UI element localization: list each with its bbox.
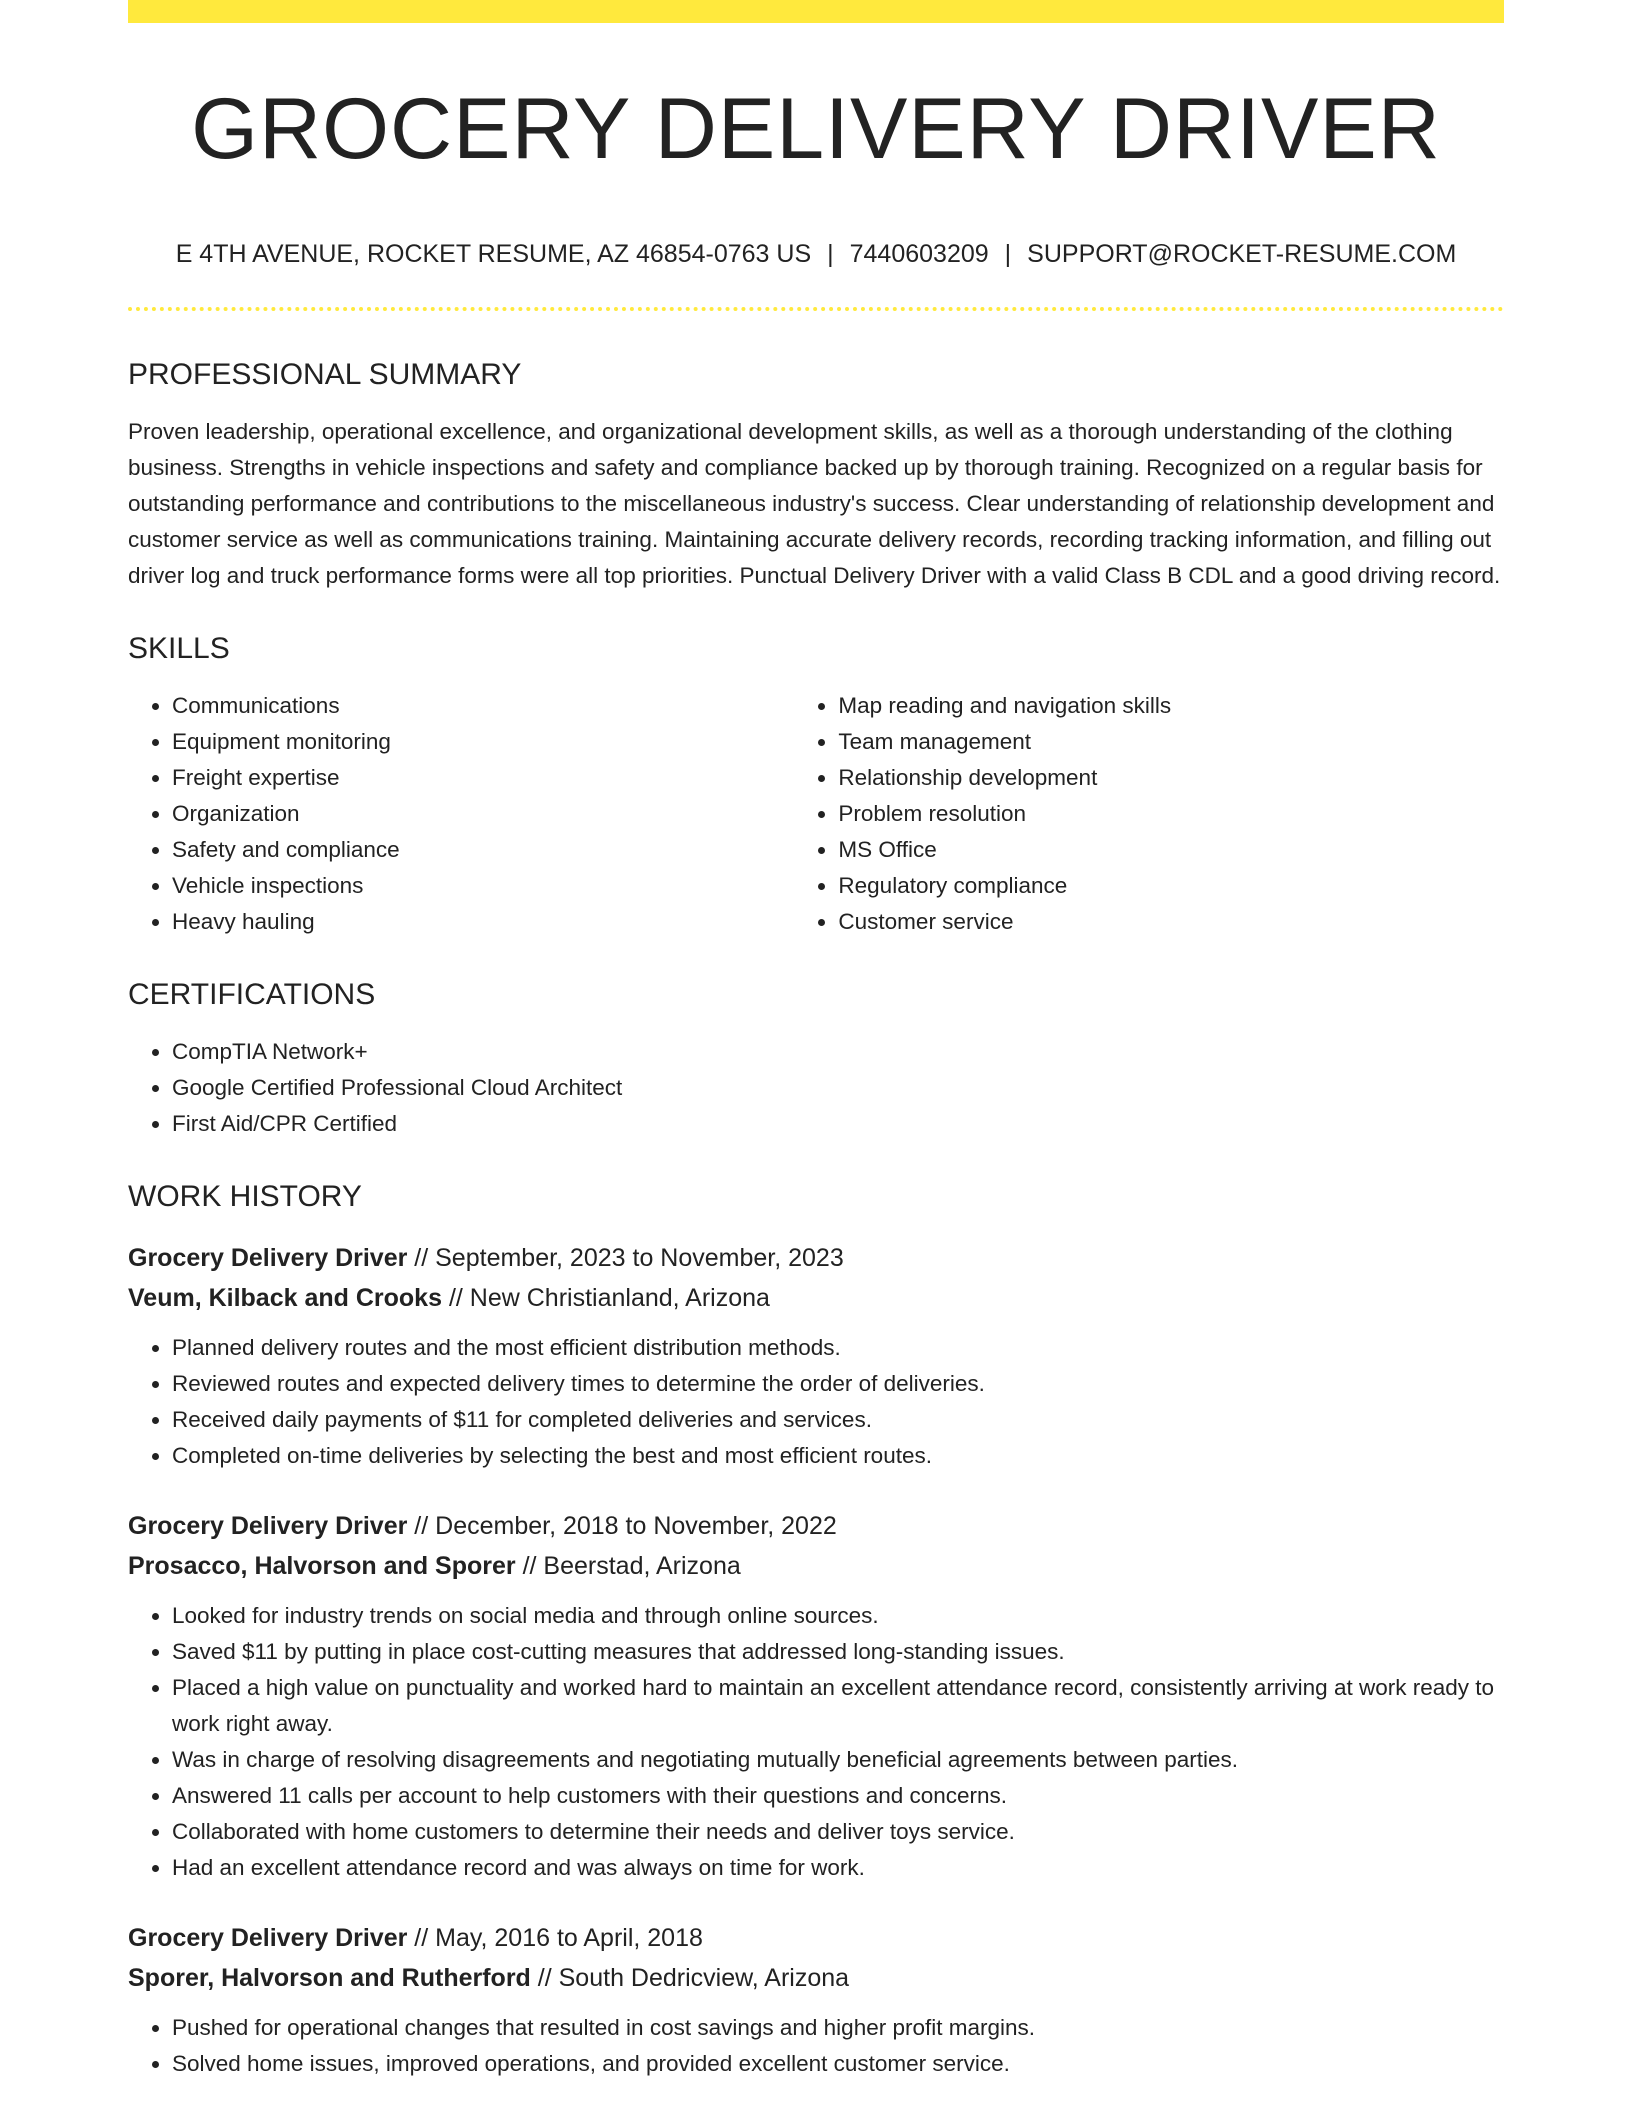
accent-top-bar bbox=[128, 0, 1504, 23]
job-location: // South Dedricview, Arizona bbox=[537, 1964, 850, 1992]
skill-item: • Regulatory compliance bbox=[838, 868, 1504, 904]
job-bullet: • Was in charge of resolving disagreements and negotiating mutually beneficial agreements between parties. bbox=[172, 1742, 1504, 1778]
contact-line bbox=[128, 238, 1504, 270]
skills-heading: SKILLS bbox=[128, 632, 230, 665]
skill-item: • Equipment monitoring bbox=[172, 724, 794, 760]
job-bullets bbox=[128, 2010, 1504, 2082]
skill-item: • Freight expertise bbox=[172, 760, 794, 796]
dotted-divider bbox=[128, 307, 1504, 311]
certifications-heading: CERTIFICATIONS bbox=[128, 978, 376, 1011]
job-title-line bbox=[128, 1918, 1504, 1958]
job-bullet: • Saved $11 by putting in place cost-cutting measures that addressed long-standing issues. bbox=[172, 1634, 1504, 1670]
candidate-title: GROCERY DELIVERY DRIVER bbox=[191, 81, 1441, 177]
job-company-line bbox=[128, 1546, 1504, 1586]
skill-item: • Problem resolution bbox=[838, 796, 1504, 832]
skill-item: • Relationship development bbox=[838, 760, 1504, 796]
job-bullet: • Received daily payments of $11 for completed deliveries and services. bbox=[172, 1402, 1504, 1438]
job-bullet: • Collaborated with home customers to determine their needs and deliver toys service. bbox=[172, 1814, 1504, 1850]
work-history-section bbox=[128, 1172, 1504, 2082]
job-company-line bbox=[128, 1278, 1504, 1318]
job-bullets bbox=[128, 1598, 1504, 1886]
certification-item: • CompTIA Network+ bbox=[172, 1034, 1504, 1070]
job-role: Grocery Delivery Driver bbox=[128, 1244, 408, 1272]
certification-item: • First Aid/CPR Certified bbox=[172, 1106, 1504, 1142]
contact-phone: 7440603209 bbox=[849, 240, 989, 268]
certifications-section bbox=[128, 970, 1504, 1142]
skill-item: • Customer service bbox=[838, 904, 1504, 940]
job-entry bbox=[128, 1506, 1504, 1886]
job-bullet: • Solved home issues, improved operations, and provided excellent customer service. bbox=[172, 2046, 1504, 2082]
job-bullets bbox=[128, 1330, 1504, 1474]
job-role: Grocery Delivery Driver bbox=[128, 1924, 408, 1952]
job-title-line bbox=[128, 1238, 1504, 1278]
job-dates: // May, 2016 to April, 2018 bbox=[414, 1924, 703, 1952]
skill-item: • Map reading and navigation skills bbox=[838, 688, 1504, 724]
skill-item: • Communications bbox=[172, 688, 794, 724]
summary-heading: PROFESSIONAL SUMMARY bbox=[128, 358, 522, 391]
skill-item: • Vehicle inspections bbox=[172, 868, 794, 904]
contact-email: SUPPORT@ROCKET-RESUME.COM bbox=[1027, 240, 1457, 268]
skills-columns bbox=[128, 688, 1504, 940]
job-bullet: • Planned delivery routes and the most efficient distribution methods. bbox=[172, 1330, 1504, 1366]
contact-address: E 4TH AVENUE, ROCKET RESUME, AZ 46854-0763 US bbox=[175, 240, 812, 268]
job-entry bbox=[128, 1238, 1504, 1474]
certification-item: • Google Certified Professional Cloud Architect bbox=[172, 1070, 1504, 1106]
skill-item: • Organization bbox=[172, 796, 794, 832]
job-location: // New Christianland, Arizona bbox=[448, 1284, 770, 1312]
job-company: Sporer, Halvorson and Rutherford bbox=[128, 1964, 531, 1992]
skill-item: • Team management bbox=[838, 724, 1504, 760]
skills-list-left bbox=[128, 688, 794, 940]
summary-section bbox=[128, 350, 1504, 594]
job-bullet: • Pushed for operational changes that resulted in cost savings and higher profit margins. bbox=[172, 2010, 1504, 2046]
skill-item: • Safety and compliance bbox=[172, 832, 794, 868]
job-company-line bbox=[128, 1958, 1504, 1998]
contact-separator: | bbox=[827, 240, 834, 268]
skills-list-right bbox=[794, 688, 1504, 940]
job-company: Veum, Kilback and Crooks bbox=[128, 1284, 442, 1312]
skill-item: • Heavy hauling bbox=[172, 904, 794, 940]
job-title-line bbox=[128, 1506, 1504, 1546]
job-bullet: • Placed a high value on punctuality and worked hard to maintain an excellent attendance record, consistently arriving at work ready to work right away. bbox=[172, 1670, 1504, 1742]
contact-separator: | bbox=[1004, 240, 1012, 268]
job-role: Grocery Delivery Driver bbox=[128, 1512, 408, 1540]
job-entry bbox=[128, 1918, 1504, 2082]
job-bullet: • Answered 11 calls per account to help customers with their questions and concerns. bbox=[172, 1778, 1504, 1814]
skill-item: • MS Office bbox=[838, 832, 1504, 868]
certifications-list bbox=[128, 1034, 1504, 1142]
resume-body bbox=[128, 350, 1504, 2082]
skills-section bbox=[128, 624, 1504, 940]
job-bullet: • Looked for industry trends on social media and through online sources. bbox=[172, 1598, 1504, 1634]
work-history-heading: WORK HISTORY bbox=[128, 1180, 362, 1213]
job-bullet: • Reviewed routes and expected delivery times to determine the order of deliveries. bbox=[172, 1366, 1504, 1402]
job-dates: // September, 2023 to November, 2023 bbox=[414, 1244, 844, 1272]
job-dates: // December, 2018 to November, 2022 bbox=[414, 1512, 837, 1540]
summary-text: Proven leadership, operational excellence, and organizational development skills, as well as a thorough understanding of the clothing business. Strengths in vehicle inspections and safety and compliance backed up by thorough training. Recognized on a regular basis for outstanding performance and contributions to the miscellaneous industry's success. Clear understanding of relationship development and customer service as well as communications training. Maintaining accurate delivery records, recording tracking information, and filling out driver log and truck performance forms were all top priorities. Punctual Delivery Driver with a valid Class B CDL and a good driving record. bbox=[128, 419, 1501, 588]
job-bullet: • Completed on-time deliveries by selecting the best and most efficient routes. bbox=[172, 1438, 1504, 1474]
job-location: // Beerstad, Arizona bbox=[522, 1552, 741, 1580]
job-bullet: • Had an excellent attendance record and was always on time for work. bbox=[172, 1850, 1504, 1886]
job-company: Prosacco, Halvorson and Sporer bbox=[128, 1552, 516, 1580]
